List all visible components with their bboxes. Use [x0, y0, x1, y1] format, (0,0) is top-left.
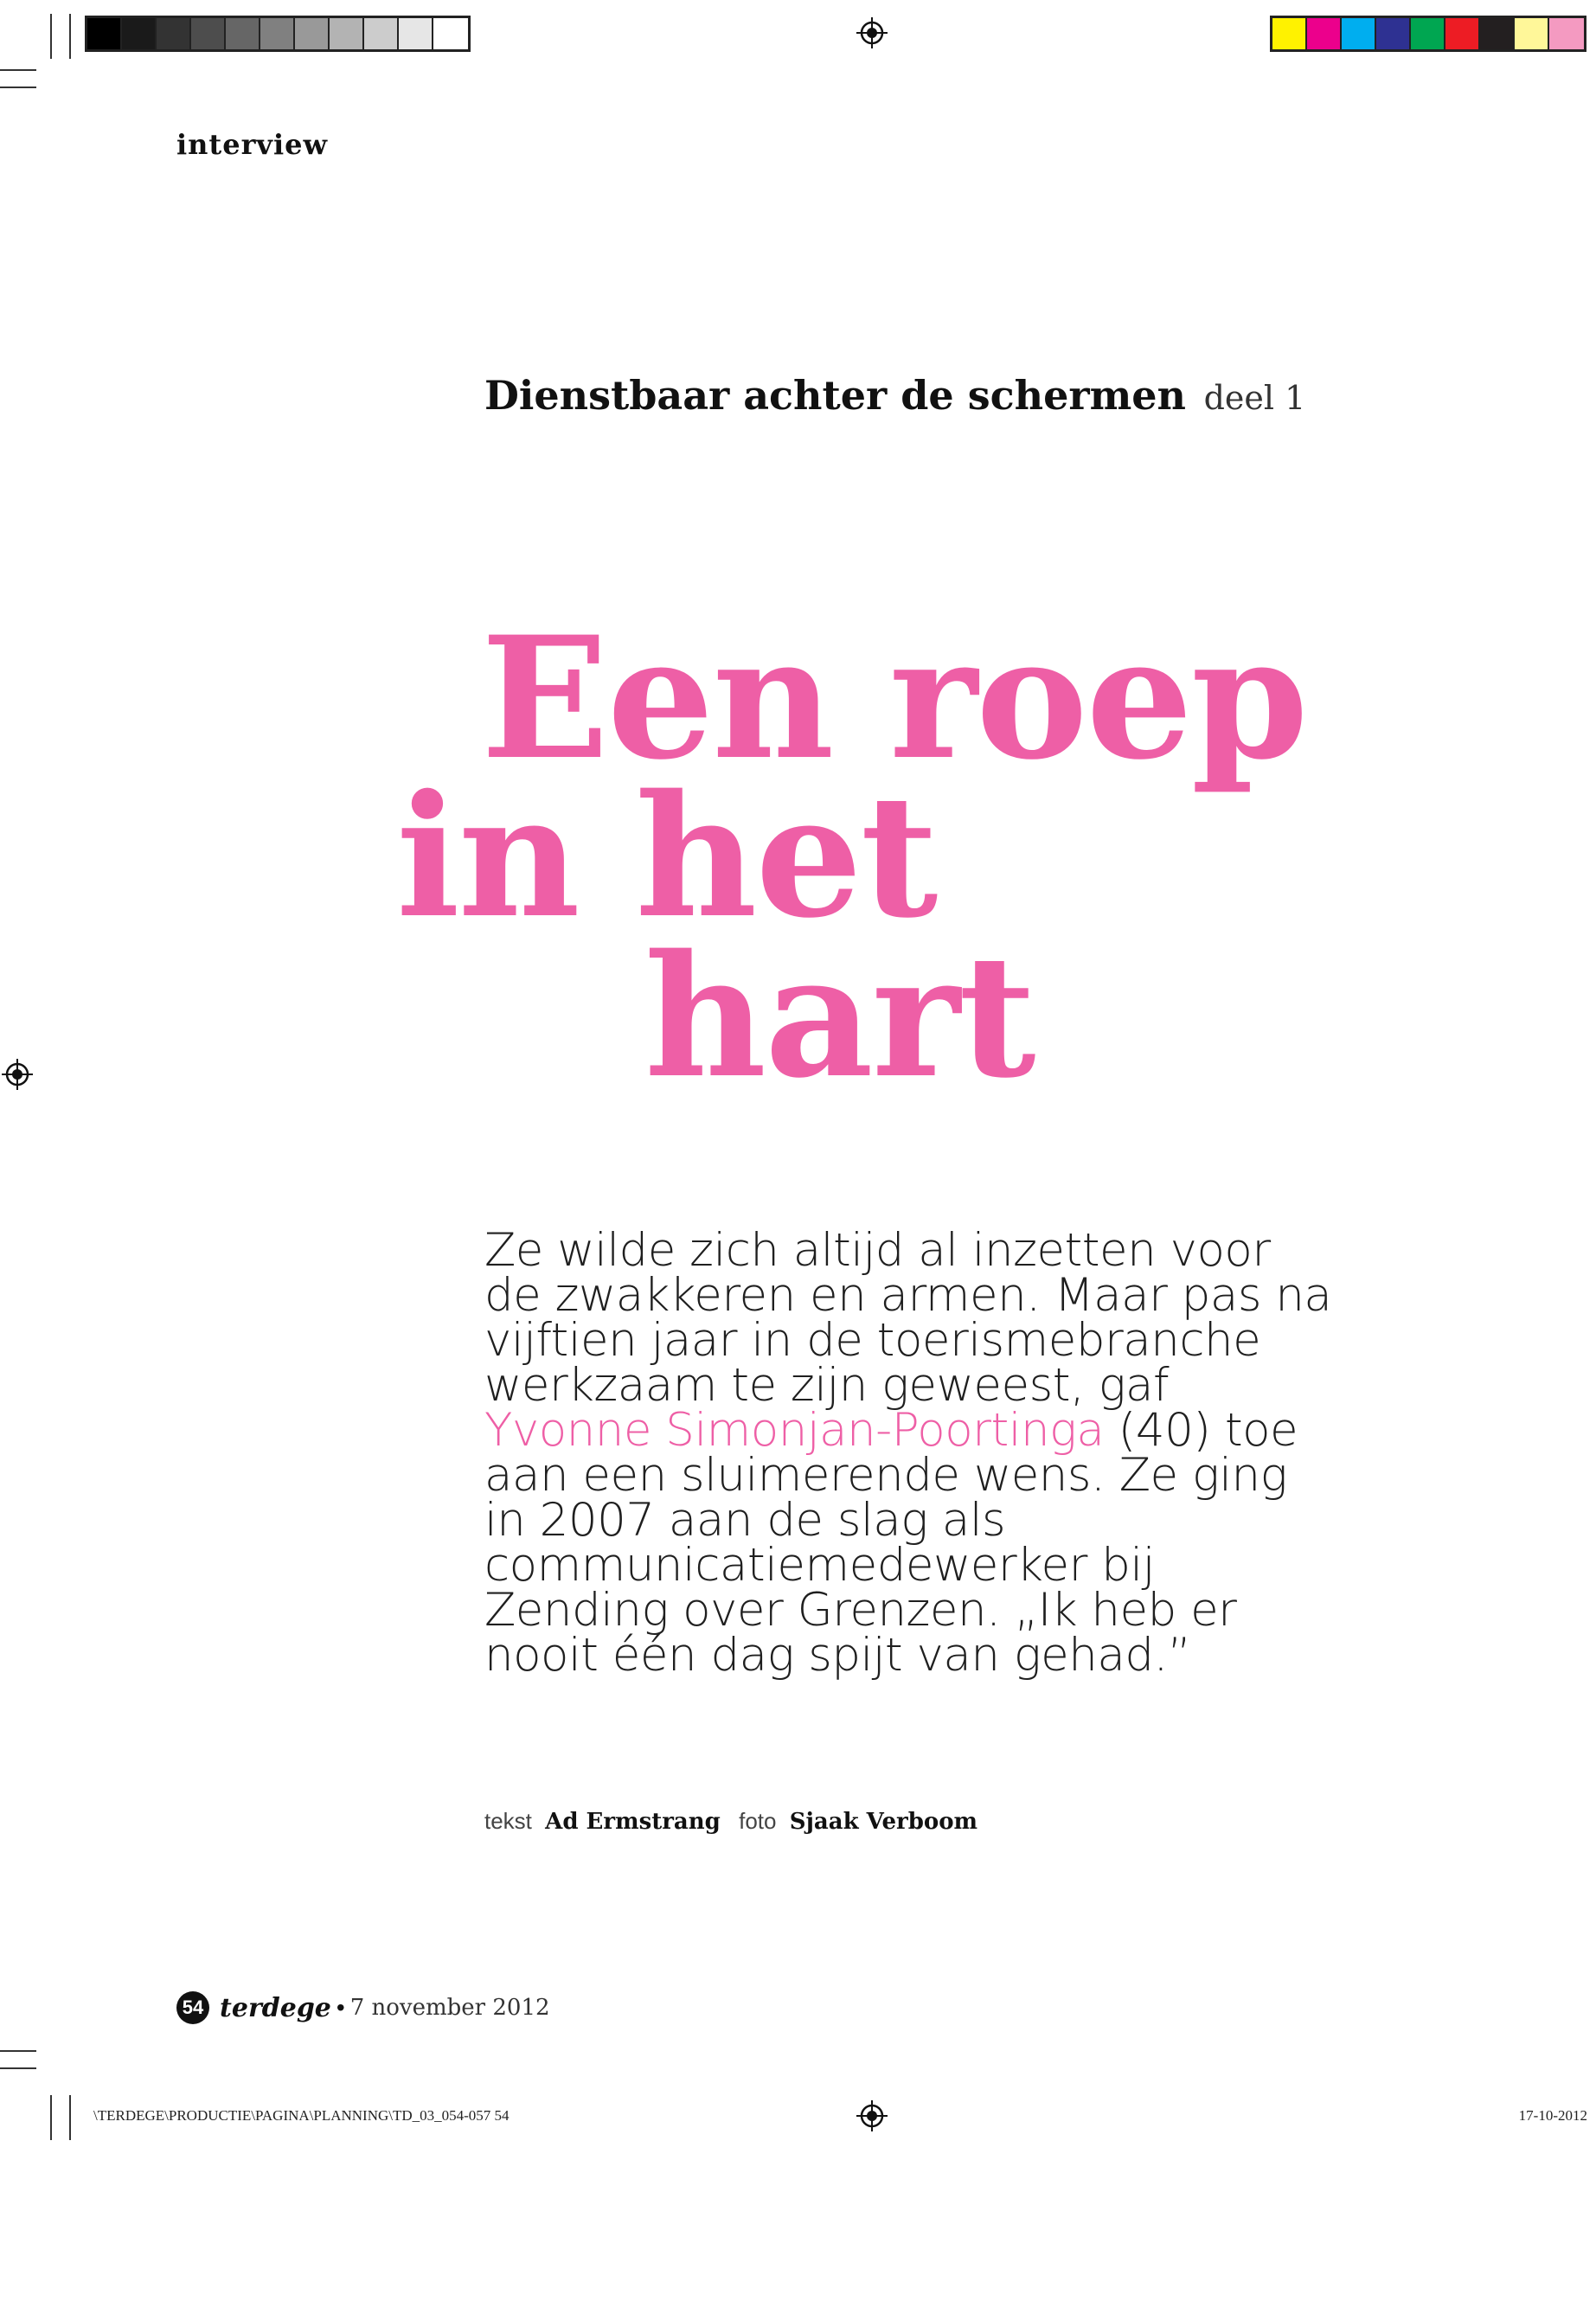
process-color-swatch: [1411, 18, 1445, 49]
process-color-swatch: [1342, 18, 1376, 49]
grayscale-swatch: [330, 18, 364, 49]
process-color-swatch: [1272, 18, 1307, 49]
text-credit-label: tekst: [484, 1808, 532, 1834]
intro-paragraph: [484, 1224, 1332, 1682]
intro-text-start: Ze wilde zich altijd al inzetten voor de zwakkeren en armen. Maar pas na vijftien jaar in de toerismebranche werkzaam te zijn geweest, gaf: [484, 1224, 1332, 1412]
grayscale-swatch: [122, 18, 157, 49]
series-name: Dienstbaar achter de schermen: [484, 372, 1186, 419]
grayscale-swatch: [157, 18, 191, 49]
grayscale-swatch: [226, 18, 260, 49]
text-credit-name: Ad Ermstrang: [545, 1809, 721, 1835]
grayscale-swatch: [433, 18, 468, 49]
grayscale-swatch: [191, 18, 226, 49]
issue-date: 7 november 2012: [349, 1995, 550, 2021]
page-footer: [176, 1991, 550, 2024]
footer-separator: •: [336, 1994, 345, 2021]
process-color-swatch: [1445, 18, 1480, 49]
series-title: [484, 372, 1305, 419]
page-number-badge: 54: [176, 1991, 209, 2024]
magazine-logo: terdege: [220, 1992, 331, 2023]
grayscale-swatch: [87, 18, 122, 49]
file-slug: \TERDEGE\PRODUCTIE\PAGINA\PLANNING\TD_03_054-057 54: [93, 2107, 510, 2124]
photo-credit-label: foto: [739, 1808, 777, 1834]
intro-person-name: Yvonne Simonjan-Poortinga: [484, 1404, 1105, 1457]
headline-line-2: in het: [396, 758, 937, 955]
process-color-swatch: [1376, 18, 1411, 49]
crop-mark: [0, 69, 36, 71]
credits: [484, 1808, 990, 1835]
registration-mark-icon: [856, 17, 888, 48]
headline-line-3: hart: [644, 918, 1035, 1115]
crop-mark: [0, 87, 36, 88]
headline-line-1: Een roep: [481, 599, 1307, 797]
crop-mark: [50, 2095, 52, 2140]
crop-mark: [0, 2050, 36, 2052]
grayscale-swatch: [295, 18, 330, 49]
grayscale-swatch: [260, 18, 295, 49]
registration-mark-icon: [2, 1059, 33, 1090]
grayscale-bar: [85, 16, 471, 52]
crop-mark: [0, 2067, 36, 2069]
process-color-swatch: [1307, 18, 1342, 49]
process-color-bar: [1270, 16, 1586, 52]
section-label: interview: [176, 128, 329, 161]
series-part: deel 1: [1203, 379, 1306, 417]
crop-mark: [69, 14, 71, 59]
slug-date: 17-10-2012: [1518, 2107, 1587, 2124]
process-color-swatch: [1549, 18, 1584, 49]
crop-mark: [69, 2095, 71, 2140]
photo-credit-name: Sjaak Verboom: [789, 1809, 978, 1835]
grayscale-swatch: [399, 18, 433, 49]
registration-mark-icon: [856, 2100, 888, 2131]
intro-text-end: (40) toe aan een sluimerende wens. Ze ging in 2007 aan de slag als communicatiemedewerker bij Zending over Grenzen. „Ik heb er nooit één dag spijt van gehad.”: [484, 1404, 1298, 1682]
grayscale-swatch: [364, 18, 399, 49]
crop-mark: [50, 14, 52, 59]
process-color-swatch: [1480, 18, 1515, 49]
process-color-swatch: [1515, 18, 1549, 49]
